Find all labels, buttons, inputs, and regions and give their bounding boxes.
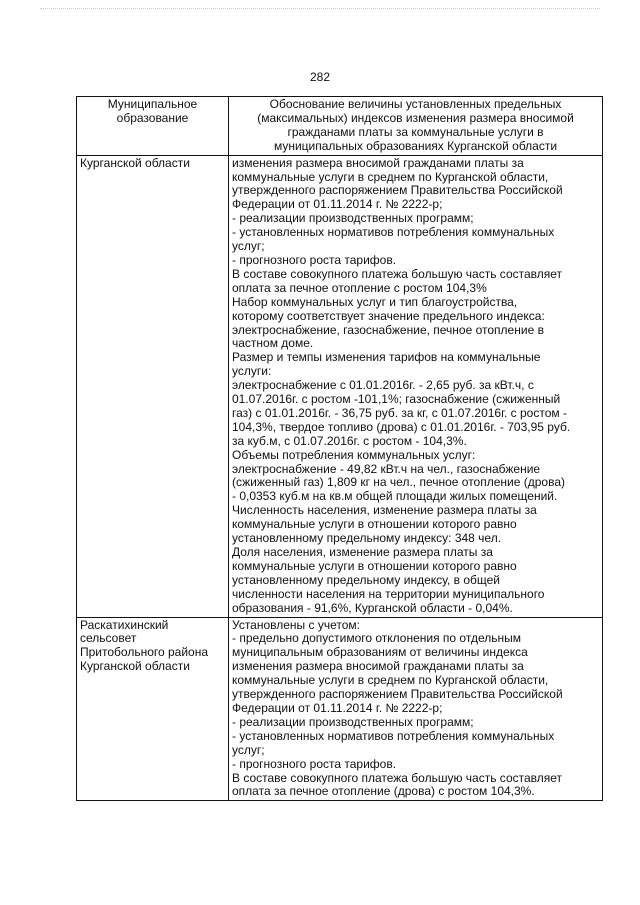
text-line: коммунальные услуги в среднем по Курганской области, <box>232 673 549 688</box>
text-line: Раскатихинский <box>80 617 169 632</box>
text-line: - реализации производственных программ; <box>232 714 474 729</box>
text-line: электроснабжение, газоснабжение, печное отопление в <box>232 322 544 337</box>
text-line: Муниципальное <box>107 97 198 111</box>
text-line: 104,3%, твердое топливо (дрова) с 01.01.2016г. - 703,95 руб. <box>232 419 571 434</box>
text-line: образования - 91,6%, Курганской области - 0,04%. <box>232 600 513 615</box>
header-municipality <box>77 97 229 156</box>
text-line: - реализации производственных программ; <box>232 211 474 226</box>
text-line: Размер и темпы изменения тарифов на коммунальные <box>232 350 541 365</box>
text-line: Обоснование величины установленных предельных <box>269 97 562 111</box>
table-row <box>77 155 603 617</box>
text-line: газ) с 01.01.2016г. - 36,75 руб. за кг, с 01.07.2016г. с ростом - <box>232 405 567 420</box>
text-line: утвержденного распоряжением Правительства Российской <box>232 687 563 702</box>
page-number: 282 <box>309 70 331 84</box>
text-line: коммунальные услуги в среднем по Курганской области, <box>232 169 549 184</box>
text-line: частном доме. <box>232 336 314 351</box>
text-line: гражданами платы за коммунальные услуги в <box>287 124 544 139</box>
text-line: Численность населения, изменение размера платы за <box>232 503 537 518</box>
text-line: Притобольного района <box>80 645 209 660</box>
text-line: - установленных нормативов потребления коммунальных <box>232 728 555 743</box>
cell-justification <box>229 155 603 617</box>
text-line: услуги: <box>232 364 272 379</box>
table-row <box>77 617 603 801</box>
cell-justification <box>229 617 603 801</box>
text-line: услуг; <box>232 742 265 757</box>
text-line: - прогнозного роста тарифов. <box>232 252 397 267</box>
text-line: электроснабжение с 01.01.2016г. - 2,65 руб. за кВт.ч, с <box>232 378 534 393</box>
text-line: установленному предельному индексу, в общей <box>232 572 500 587</box>
text-line: образование <box>116 110 189 125</box>
text-line: услуг; <box>232 239 265 254</box>
cell-municipality <box>77 155 229 617</box>
text-line: - 0,0353 куб.м на кв.м общей площади жилых помещений. <box>232 489 558 504</box>
text-line: оплата за печное отопление с ростом 104,3% <box>232 280 487 295</box>
text-line: В составе совокупного платежа большую часть составляет <box>232 770 563 785</box>
text-line: Федерации от 01.11.2014 г. № 2222-р; <box>232 197 443 212</box>
text-line: изменения размера вносимой гражданами платы за <box>232 659 524 674</box>
text-line: установленному предельному индексу: 348 чел. <box>232 531 502 546</box>
text-line: В составе совокупного платежа большую часть составляет <box>232 266 563 281</box>
text-line: коммунальные услуги в отношении которого равно <box>232 517 517 532</box>
text-line: электроснабжение - 49,82 кВт.ч на чел., газоснабжение <box>232 461 541 476</box>
text-line: коммунальные услуги в отношении которого равно <box>232 558 517 573</box>
text-line: - установленных нормативов потребления коммунальных <box>232 225 555 240</box>
table-header-row <box>77 97 603 156</box>
header-justification <box>229 97 603 156</box>
cell-municipality <box>77 617 229 801</box>
text-line: сельсовет <box>80 631 137 646</box>
text-line: оплата за печное отопление (дрова) с ростом 104,3%. <box>232 784 535 799</box>
text-line: муниципальным образованиям от величины индекса <box>232 645 528 660</box>
text-line: (сжиженный газ) 1,809 кг на чел., печное отопление (дрова) <box>232 475 565 490</box>
text-line: (максимальных) индексов изменения размера вносимой <box>257 110 574 125</box>
text-line: численности населения на территории муниципального <box>232 586 545 601</box>
text-line: Федерации от 01.11.2014 г. № 2222-р; <box>232 700 443 715</box>
text-line: - прогнозного роста тарифов. <box>232 756 397 771</box>
text-line: - предельно допустимого отклонения по отдельным <box>232 631 521 646</box>
text-line: Установлены с учетом: <box>232 617 360 632</box>
text-line: Доля населения, изменение размера платы за <box>232 545 493 559</box>
text-line: Курганской области <box>80 155 190 170</box>
text-line: утвержденного распоряжением Правительства Российской <box>232 183 563 198</box>
text-line: Объемы потребления коммунальных услуг: <box>232 447 476 462</box>
text-line: 01.07.2016г. с ростом -101,1%; газоснабжение (сжиженный <box>232 392 561 407</box>
text-line: муниципальных образованиях Курганской области <box>273 138 558 153</box>
text-line: Набор коммунальных услуг и тип благоустройства, <box>232 294 518 309</box>
tariff-justification-table <box>76 96 603 801</box>
scan-artifact-line <box>40 8 600 10</box>
text-line: за куб.м, с 01.07.2016г. с ростом - 104,3%. <box>232 433 467 448</box>
text-line: Курганской области <box>80 659 190 674</box>
text-line: изменения размера вносимой гражданами платы за <box>232 155 524 170</box>
text-line: которому соответствует значение предельного индекса: <box>232 308 545 323</box>
